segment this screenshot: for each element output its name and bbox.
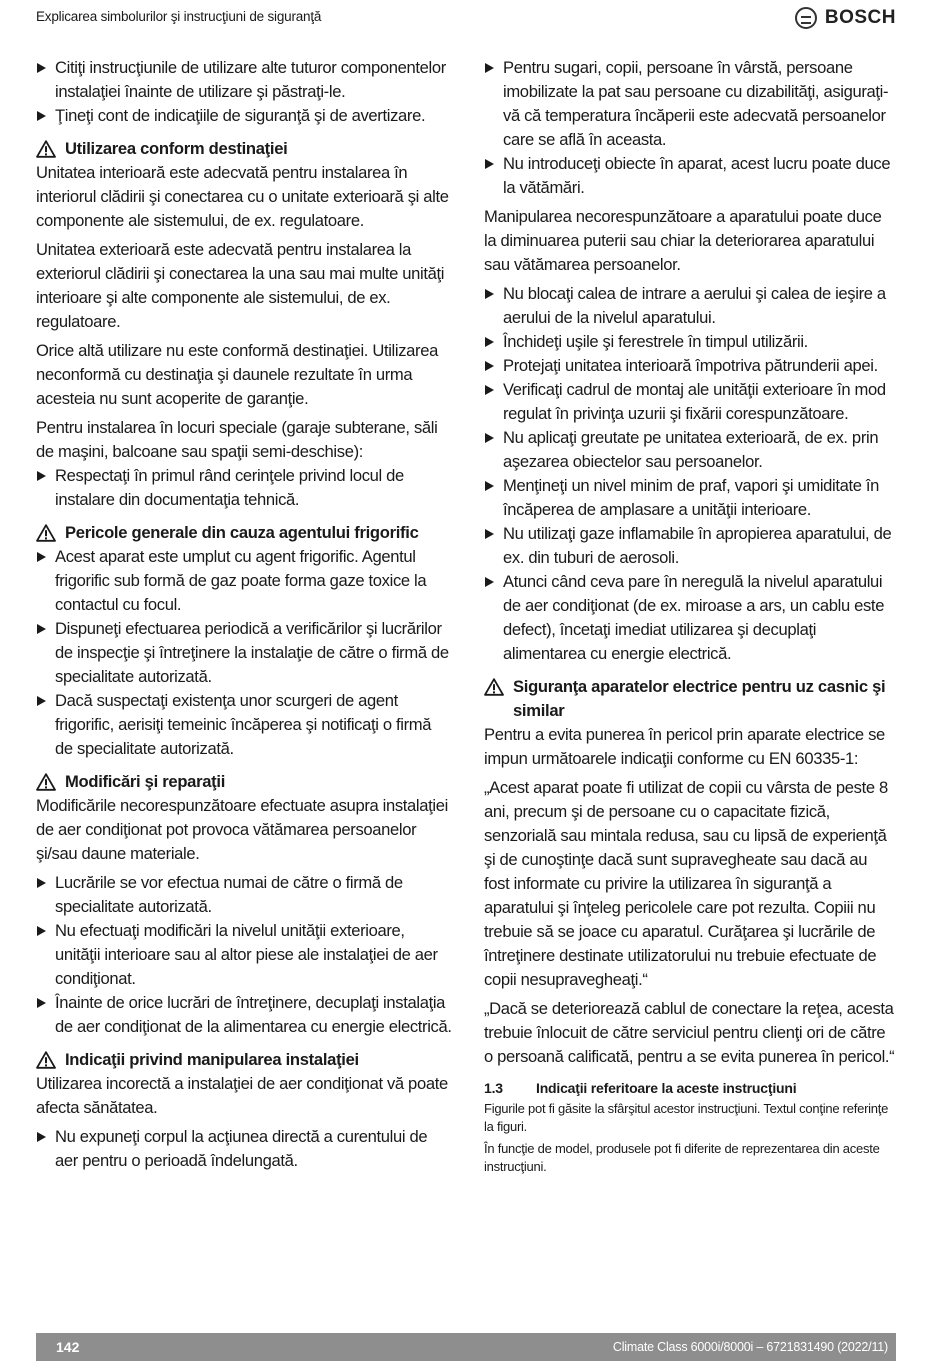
bosch-logo bbox=[795, 7, 896, 29]
warning-icon bbox=[484, 678, 504, 696]
bullet-list bbox=[36, 545, 452, 761]
list-item: Dacă suspectaţi existenţa unor scurgeri de agent frigorific, aerisiţi temeinic încăperea şi notificaţi o firmă de specialitate autorizată. bbox=[36, 689, 452, 761]
paragraph: Unitatea exterioară este adecvată pentru instalarea la exteriorul clădirii şi conectarea la una sau mai multe unităţi interioare şi alte componente ale sistemului, de ex. regulatoare. bbox=[36, 240, 445, 331]
bullet-arrow-icon bbox=[485, 481, 494, 491]
bullet-arrow-icon bbox=[37, 471, 46, 481]
bullet-arrow-icon bbox=[485, 159, 494, 169]
warning-icon bbox=[36, 1051, 56, 1069]
right-column bbox=[484, 56, 896, 1176]
bullet-list bbox=[484, 56, 896, 200]
page-header bbox=[36, 0, 896, 42]
bullet-list bbox=[36, 1125, 452, 1173]
page-number: 142 bbox=[56, 1339, 80, 1355]
bullet-arrow-icon bbox=[37, 998, 46, 1008]
bullet-arrow-icon bbox=[37, 111, 46, 121]
header-title: Explicarea simbolurilor şi instrucţiuni de siguranţă bbox=[36, 9, 322, 24]
bullet-list bbox=[484, 282, 896, 666]
list-item: Pentru sugari, copii, persoane în vârstă, persoane imobilizate la pat sau persoane cu dizabilităţi, asiguraţi-vă că temperatura încăperii este adecvată persoanelor care se află în aceasta. bbox=[484, 56, 896, 152]
small-paragraph: Figurile pot fi găsite la sfârşitul acestor instrucţiuni. Textul conţine referinţe la figuri. bbox=[484, 1101, 889, 1134]
bullet-arrow-icon bbox=[485, 289, 494, 299]
bullet-list bbox=[36, 56, 452, 128]
list-item: Nu aplicaţi greutate pe unitatea exterioară, de ex. prin aşezarea obiectelor sau persoanelor. bbox=[484, 426, 896, 474]
bosch-armature-icon bbox=[795, 7, 817, 29]
list-item: Protejaţi unitatea interioară împotriva pătrunderii apei. bbox=[484, 354, 896, 378]
bullet-arrow-icon bbox=[485, 577, 494, 587]
bullet-arrow-icon bbox=[37, 926, 46, 936]
list-item: Menţineţi un nivel minim de praf, vapori şi umiditate în încăperea de amplasare a unităţii interioare. bbox=[484, 474, 896, 522]
paragraph: „Dacă se deteriorează cablul de conectare la reţea, acesta trebuie înlocuit de către serviciul pentru clienţi ori de către o persoană calificată, pentru a se evita punerea în pericol.“ bbox=[484, 999, 895, 1066]
bullet-arrow-icon bbox=[37, 696, 46, 706]
subsection-title: Indicaţii referitoare la aceste instrucţiuni bbox=[536, 1080, 797, 1096]
paragraph: Pentru a evita punerea în pericol prin aparate electrice se impun următoarele indicaţii conforme cu EN 60335-1: bbox=[484, 725, 885, 768]
list-item: Respectaţi în primul rând cerinţele privind locul de instalare din documentaţia tehnică. bbox=[36, 464, 452, 512]
bullet-list bbox=[36, 464, 452, 512]
left-column bbox=[36, 56, 452, 1178]
bullet-arrow-icon bbox=[485, 433, 494, 443]
bullet-arrow-icon bbox=[485, 337, 494, 347]
subsection-heading bbox=[484, 1080, 896, 1096]
list-item: Ţineţi cont de indicaţiile de siguranţă şi de avertizare. bbox=[36, 104, 452, 128]
brand-name: BOSCH bbox=[824, 7, 896, 28]
list-item: Citiţi instrucţiunile de utilizare alte tuturor componentelor instalaţiei înainte de utilizare şi păstraţi-le. bbox=[36, 56, 452, 104]
list-item: Nu blocaţi calea de intrare a aerului şi calea de ieşire a aerului de la nivelul aparatului. bbox=[484, 282, 896, 330]
paragraph: „Acest aparat poate fi utilizat de copii cu vârsta de peste 8 ani, precum şi de persoane cu o capacitate fizică, senzorială sau mintala redusa, sau cu lipsă de experienţă şi de cunoştinţe dacă sunt supravegheate sau dacă au fost informate cu privire la utilizarea în siguranţă a aparatului şi înţeleg pericolele care pot rezulta. Copiii nu trebuie să se joace cu aparatul. Curăţarea şi lucrările de întreţinere destinate utilizatorului nu trebuie efectuate de copii nesupravegheaţi.“ bbox=[484, 778, 888, 989]
section-heading: Siguranţa aparatelor electrice pentru uz casnic şi similar bbox=[484, 675, 896, 723]
list-item: Verificaţi cadrul de montaj ale unităţii exterioare în mod regulat în privinţa uzurii şi fixării corespunzătoare. bbox=[484, 378, 896, 426]
list-item: Atunci când ceva pare în neregulă la nivelul aparatului de aer condiţionat (de ex. miroase a ars, un cablu este defect), încetaţi imediat utilizarea şi decuplaţi alimentarea cu energie electrică. bbox=[484, 570, 896, 666]
paragraph: Manipularea necorespunzătoare a aparatului poate duce la diminuarea puterii sau chiar la deteriorarea aparatului sau vătămarea persoanelor. bbox=[484, 207, 882, 274]
bullet-arrow-icon bbox=[485, 385, 494, 395]
bullet-arrow-icon bbox=[37, 63, 46, 73]
list-item: Nu utilizaţi gaze inflamabile în apropierea aparatului, de ex. din tuburi de aerosoli. bbox=[484, 522, 896, 570]
bullet-arrow-icon bbox=[485, 529, 494, 539]
bullet-arrow-icon bbox=[37, 624, 46, 634]
list-item: Înainte de orice lucrări de întreţinere, decuplaţi instalaţia de aer condiţionat de la alimentarea cu energie electrică. bbox=[36, 991, 452, 1039]
page-footer bbox=[36, 1333, 896, 1361]
warning-icon bbox=[36, 140, 56, 158]
list-item: Nu expuneţi corpul la acţiunea directă a curentului de aer pentru o perioadă îndelungată. bbox=[36, 1125, 452, 1173]
paragraph: Modificările necorespunzătoare efectuate asupra instalaţiei de aer condiţionat pot provoca vătămarea persoanelor şi/sau daune materiale. bbox=[36, 796, 448, 863]
paragraph: Orice altă utilizare nu este conformă destinaţiei. Utilizarea neconformă cu destinaţia şi daunele rezultate în urma acesteia nu sunt acoperite de garanţie. bbox=[36, 341, 438, 408]
small-paragraph: În funcţie de model, produsele pot fi diferite de reprezentarea din aceste instrucţiuni. bbox=[484, 1141, 880, 1174]
warning-icon bbox=[36, 773, 56, 791]
list-item: Nu introduceţi obiecte în aparat, acest lucru poate duce la vătămări. bbox=[484, 152, 896, 200]
bullet-list bbox=[36, 871, 452, 1039]
section-heading: Pericole generale din cauza agentului frigorific bbox=[36, 521, 452, 545]
list-item: Acest aparat este umplut cu agent frigorific. Agentul frigorific sub formă de gaz poate forma gaze toxice la contactul cu focul. bbox=[36, 545, 452, 617]
paragraph: Pentru instalarea în locuri speciale (garaje subterane, săli de maşini, balcoane sau spaţii semi-deschise): bbox=[36, 418, 438, 461]
warning-icon bbox=[36, 524, 56, 542]
list-item: Lucrările se vor efectua numai de către o firmă de specialitate autorizată. bbox=[36, 871, 452, 919]
paragraph: Unitatea interioară este adecvată pentru instalarea în interiorul clădirii şi conectarea cu o unitate exterioară şi alte componente ale sistemului, de ex. regulatoare. bbox=[36, 163, 449, 230]
list-item: Dispuneţi efectuarea periodică a verificărilor şi lucrărilor de inspecţie şi întreţinere la instalaţie de către o firmă de specialitate autorizată. bbox=[36, 617, 452, 689]
bullet-arrow-icon bbox=[37, 878, 46, 888]
bullet-arrow-icon bbox=[485, 361, 494, 371]
subsection-number: 1.3 bbox=[484, 1080, 503, 1096]
section-heading: Indicaţii privind manipularea instalaţiei bbox=[36, 1048, 452, 1072]
section-heading: Utilizarea conform destinaţiei bbox=[36, 137, 452, 161]
bullet-arrow-icon bbox=[485, 63, 494, 73]
document-reference: Climate Class 6000i/8000i – 6721831490 (2022/11) bbox=[612, 1340, 888, 1354]
paragraph: Utilizarea incorectă a instalaţiei de aer condiţionat vă poate afecta sănătatea. bbox=[36, 1074, 448, 1117]
section-heading: Modificări şi reparaţii bbox=[36, 770, 452, 794]
list-item: Închideţi uşile şi ferestrele în timpul utilizării. bbox=[484, 330, 896, 354]
list-item: Nu efectuaţi modificări la nivelul unităţii exterioare, unităţii interioare sau al altor piese ale instalaţiei de aer condiţionat. bbox=[36, 919, 452, 991]
bullet-arrow-icon bbox=[37, 1132, 46, 1142]
bullet-arrow-icon bbox=[37, 552, 46, 562]
